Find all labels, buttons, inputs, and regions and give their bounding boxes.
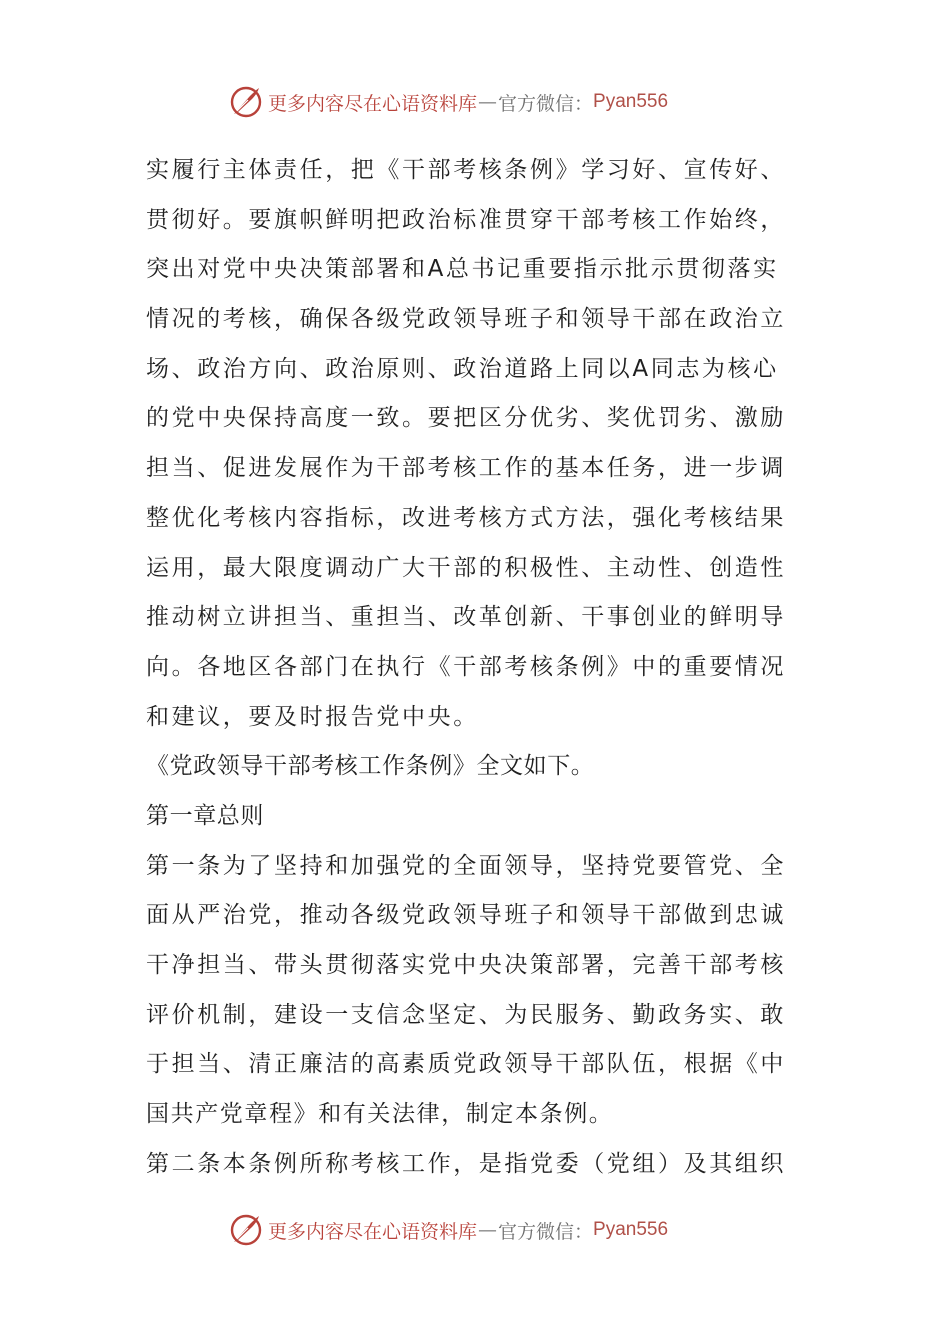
watermark-wechat-label: 官方微信： bbox=[498, 1220, 594, 1243]
header-watermark bbox=[228, 82, 668, 122]
body-line: 向。各地区各部门在执行《干部考核条例》中的重要情况 bbox=[146, 653, 786, 680]
body-line: 面从严治党，推动各级党政领导班子和领导干部做到忠诚 bbox=[146, 902, 786, 929]
body-line: 情况的考核，确保各级党政领导班子和领导干部在政治立 bbox=[146, 306, 786, 333]
chapter-heading: 第一章总则 bbox=[146, 802, 264, 829]
body-line: 第一条为了坚持和加强党的全面领导，坚持党要管党、全 bbox=[146, 852, 786, 879]
body-line: 贯彻好。要旗帜鲜明把政治标准贯穿干部考核工作始终， bbox=[146, 206, 786, 233]
watermark-title: 更多内容尽在心语资料库 bbox=[268, 1220, 478, 1243]
feather-pen-logo-icon bbox=[228, 84, 264, 120]
body-line: 运用，最大限度调动广大干部的积极性、主动性、创造性 bbox=[146, 554, 786, 581]
body-line: 担当、促进发展作为干部考核工作的基本任务，进一步调 bbox=[146, 455, 786, 482]
body-line: 推动树立讲担当、重担当、改革创新、干事创业的鲜明导 bbox=[146, 604, 786, 631]
feather-pen-logo-icon bbox=[228, 1212, 264, 1248]
body-line: 国共产党章程》和有关法律，制定本条例。 bbox=[146, 1101, 614, 1128]
document-body bbox=[146, 146, 826, 1189]
watermark-wechat-label: 官方微信： bbox=[498, 92, 594, 115]
watermark-dash: — bbox=[478, 1219, 498, 1241]
body-line: 第二条本条例所称考核工作，是指党委（党组）及其组织 bbox=[146, 1150, 786, 1177]
body-line: 突出对党中央决策部署和A总书记重要指示批示贯彻落实 bbox=[146, 256, 779, 283]
body-line: 的党中央保持高度一致。要把区分优劣、奖优罚劣、激励 bbox=[146, 405, 786, 432]
watermark-wechat-id: Pyan556 bbox=[593, 91, 669, 112]
body-line: 评价机制，建设一支信念坚定、为民服务、勤政务实、敢 bbox=[146, 1001, 786, 1028]
watermark-title: 更多内容尽在心语资料库 bbox=[268, 92, 478, 115]
watermark-wechat-id: Pyan556 bbox=[593, 1219, 669, 1240]
body-line: 干净担当、带头贯彻落实党中央决策部署，完善干部考核 bbox=[146, 952, 786, 978]
footer-watermark bbox=[228, 1210, 668, 1250]
body-line: 于担当、清正廉洁的高素质党政领导干部队伍，根据《中 bbox=[146, 1051, 786, 1078]
body-line: 场、政治方向、政治原则、政治道路上同以A同志为核心 bbox=[146, 355, 779, 382]
watermark-dash: — bbox=[478, 91, 498, 113]
body-line: 整优化考核内容指标，改进考核方式方法，强化考核结果 bbox=[146, 504, 786, 531]
body-line: 和建议，要及时报告党中央。 bbox=[146, 703, 479, 730]
body-line: 实履行主体责任，把《干部考核条例》学习好、宣传好、 bbox=[146, 157, 786, 183]
document-title-line: 《党政领导干部考核工作条例》全文如下。 bbox=[146, 753, 595, 780]
